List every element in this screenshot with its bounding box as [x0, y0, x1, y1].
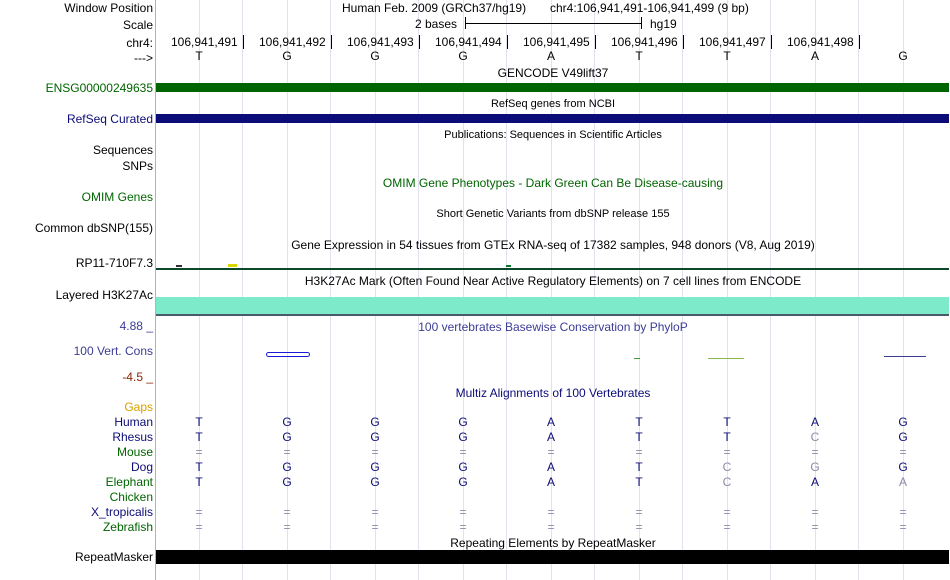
coordinate-tick — [595, 35, 596, 49]
gencode-title: GENCODE V49lift37 — [497, 66, 609, 80]
coordinate-label: 106,941,498 — [787, 35, 854, 49]
reference-base: G — [282, 49, 292, 63]
assembly-title: Human Feb. 2009 (GRCh37/hg19) — [342, 1, 527, 15]
scale-label: Scale — [122, 18, 153, 32]
window-position-label: Window Position — [64, 1, 153, 15]
aligned-base: = — [635, 520, 643, 534]
aligned-base: G — [282, 430, 292, 444]
species-label-human[interactable]: Human — [114, 415, 153, 429]
aligned-base: T — [723, 430, 731, 444]
aligned-base: A — [810, 475, 819, 489]
gencode-gene-bar[interactable] — [156, 83, 949, 92]
coordinate-label: 106,941,495 — [523, 35, 590, 49]
repeatmasker-title: Repeating Elements by RepeatMasker — [450, 536, 656, 550]
phylop-max: 4.88 _ — [119, 319, 153, 333]
omim-label[interactable]: OMIM Genes — [81, 190, 153, 204]
aligned-base: = — [547, 445, 555, 459]
gaps-label[interactable]: Gaps — [124, 400, 153, 414]
aligned-base: = — [195, 520, 203, 534]
aligned-base: T — [195, 475, 203, 489]
aligned-base: = — [899, 520, 907, 534]
coordinate-tick — [419, 35, 420, 49]
coordinate-tick — [507, 35, 508, 49]
aligned-base: G — [898, 430, 908, 444]
aligned-base: G — [458, 475, 468, 489]
h3k27ac-baseline — [156, 314, 949, 316]
coordinate-tick — [243, 35, 244, 49]
aligned-base: = — [723, 445, 731, 459]
species-label-rhesus[interactable]: Rhesus — [112, 430, 153, 444]
dbsnp-label[interactable]: Common dbSNP(155) — [34, 221, 153, 235]
reference-base: G — [370, 49, 380, 63]
position-text[interactable]: chr4:106,941,491-106,941,499 (9 bp) — [550, 1, 749, 15]
coordinate-tick — [771, 35, 772, 49]
aligned-base: G — [810, 460, 820, 474]
aligned-base: G — [370, 430, 380, 444]
aligned-base: T — [195, 415, 203, 429]
aligned-base: = — [723, 520, 731, 534]
species-label-zebrafish[interactable]: Zebrafish — [102, 520, 153, 534]
reference-base: A — [810, 49, 819, 63]
reference-base: T — [195, 49, 203, 63]
gtex-title: Gene Expression in 54 tissues from GTEx RNA-seq of 17382 samples, 948 donors (V8, Aug 2019) — [291, 238, 815, 252]
aligned-base: G — [458, 430, 468, 444]
aligned-base: A — [810, 415, 819, 429]
reference-base: G — [898, 49, 908, 63]
aligned-base: A — [546, 460, 555, 474]
coordinate-tick — [683, 35, 684, 49]
aligned-base: = — [811, 520, 819, 534]
reference-base: T — [723, 49, 731, 63]
aligned-base: T — [635, 460, 643, 474]
aligned-base: G — [370, 460, 380, 474]
aligned-base: G — [370, 415, 380, 429]
aligned-base: G — [282, 460, 292, 474]
refseq-label[interactable]: RefSeq Curated — [66, 112, 153, 126]
aligned-base: = — [371, 445, 379, 459]
aligned-base: T — [635, 475, 643, 489]
aligned-base: T — [195, 430, 203, 444]
aligned-base: C — [722, 460, 732, 474]
aligned-base: A — [898, 475, 907, 489]
aligned-base: = — [195, 505, 203, 519]
aligned-base: = — [547, 520, 555, 534]
coordinate-label: 106,941,493 — [347, 35, 414, 49]
repeatmasker-element[interactable] — [156, 550, 949, 564]
scale-text: 2 bases — [415, 17, 458, 31]
reference-base: G — [458, 49, 468, 63]
aligned-base: = — [459, 445, 467, 459]
gtex-baseline — [156, 268, 949, 270]
species-label-elephant[interactable]: Elephant — [105, 475, 153, 489]
aligned-base: = — [195, 445, 203, 459]
aligned-base: = — [635, 505, 643, 519]
phylop-label[interactable]: 100 Vert. Cons — [73, 344, 153, 358]
aligned-base: = — [459, 505, 467, 519]
aligned-base: T — [635, 430, 643, 444]
species-label-dog[interactable]: Dog — [130, 460, 153, 474]
aligned-base: = — [283, 520, 291, 534]
refseq-title: RefSeq genes from NCBI — [490, 98, 616, 110]
aligned-base: = — [811, 445, 819, 459]
multiz-title: Multiz Alignments of 100 Vertebrates — [455, 386, 651, 400]
aligned-base: G — [898, 415, 908, 429]
aligned-base: = — [723, 505, 731, 519]
aligned-base: = — [371, 520, 379, 534]
aligned-base: = — [371, 505, 379, 519]
scale-db: hg19 — [650, 17, 677, 31]
strand-label: ---> — [134, 51, 153, 65]
species-label-chicken[interactable]: Chicken — [109, 490, 153, 504]
dbsnp-title: Short Genetic Variants from dbSNP release 155 — [436, 208, 670, 220]
aligned-base: = — [283, 445, 291, 459]
aligned-base: C — [810, 430, 820, 444]
aligned-base: = — [899, 505, 907, 519]
coordinate-label: 106,941,491 — [171, 35, 238, 49]
aligned-base: G — [458, 415, 468, 429]
aligned-base: G — [458, 460, 468, 474]
aligned-base: T — [195, 460, 203, 474]
snps-label[interactable]: SNPs — [122, 159, 153, 173]
h3k27ac-signal[interactable] — [156, 297, 949, 314]
gencode-label[interactable]: ENSG00000249635 — [45, 81, 153, 95]
aligned-base: G — [370, 475, 380, 489]
aligned-base: A — [546, 430, 555, 444]
aligned-base: G — [282, 475, 292, 489]
aligned-base: = — [635, 445, 643, 459]
coordinate-tick — [331, 35, 332, 49]
aligned-base: C — [722, 475, 732, 489]
aligned-base: = — [899, 445, 907, 459]
chrom-label: chr4: — [126, 36, 153, 50]
gtex-label[interactable]: RP11-710F7.3 — [75, 256, 153, 270]
phylop-title: 100 vertebrates Basewise Conservation by PhyloP — [418, 320, 688, 334]
phylop-min: -4.5 _ — [122, 370, 153, 384]
aligned-base: = — [811, 505, 819, 519]
reference-base: T — [635, 49, 643, 63]
aligned-base: = — [547, 505, 555, 519]
omim-title: OMIM Gene Phenotypes - Dark Green Can Be Disease-causing — [382, 176, 724, 190]
aligned-base: T — [635, 415, 643, 429]
aligned-base: = — [459, 520, 467, 534]
coordinate-label: 106,941,496 — [611, 35, 678, 49]
coordinate-label: 106,941,494 — [435, 35, 502, 49]
publications-title: Publications: Sequences in Scientific Articles — [444, 129, 662, 141]
species-label-x_tropicalis[interactable]: X_tropicalis — [90, 505, 153, 519]
coordinate-tick — [859, 35, 860, 49]
refseq-gene-bar[interactable] — [156, 114, 949, 123]
species-label-mouse[interactable]: Mouse — [116, 445, 153, 459]
aligned-base: = — [283, 505, 291, 519]
reference-base: A — [546, 49, 555, 63]
aligned-base: G — [282, 415, 292, 429]
sequences-label[interactable]: Sequences — [92, 143, 153, 157]
aligned-base: A — [546, 415, 555, 429]
repeatmasker-label[interactable]: RepeatMasker — [74, 550, 153, 564]
h3k27ac-title: H3K27Ac Mark (Often Found Near Active Regulatory Elements) on 7 cell lines from ENCODE — [304, 274, 802, 288]
h3k27ac-label[interactable]: Layered H3K27Ac — [55, 288, 153, 302]
aligned-base: A — [546, 475, 555, 489]
coordinate-label: 106,941,492 — [259, 35, 326, 49]
aligned-base: T — [723, 415, 731, 429]
coordinate-label: 106,941,497 — [699, 35, 766, 49]
aligned-base: G — [898, 460, 908, 474]
